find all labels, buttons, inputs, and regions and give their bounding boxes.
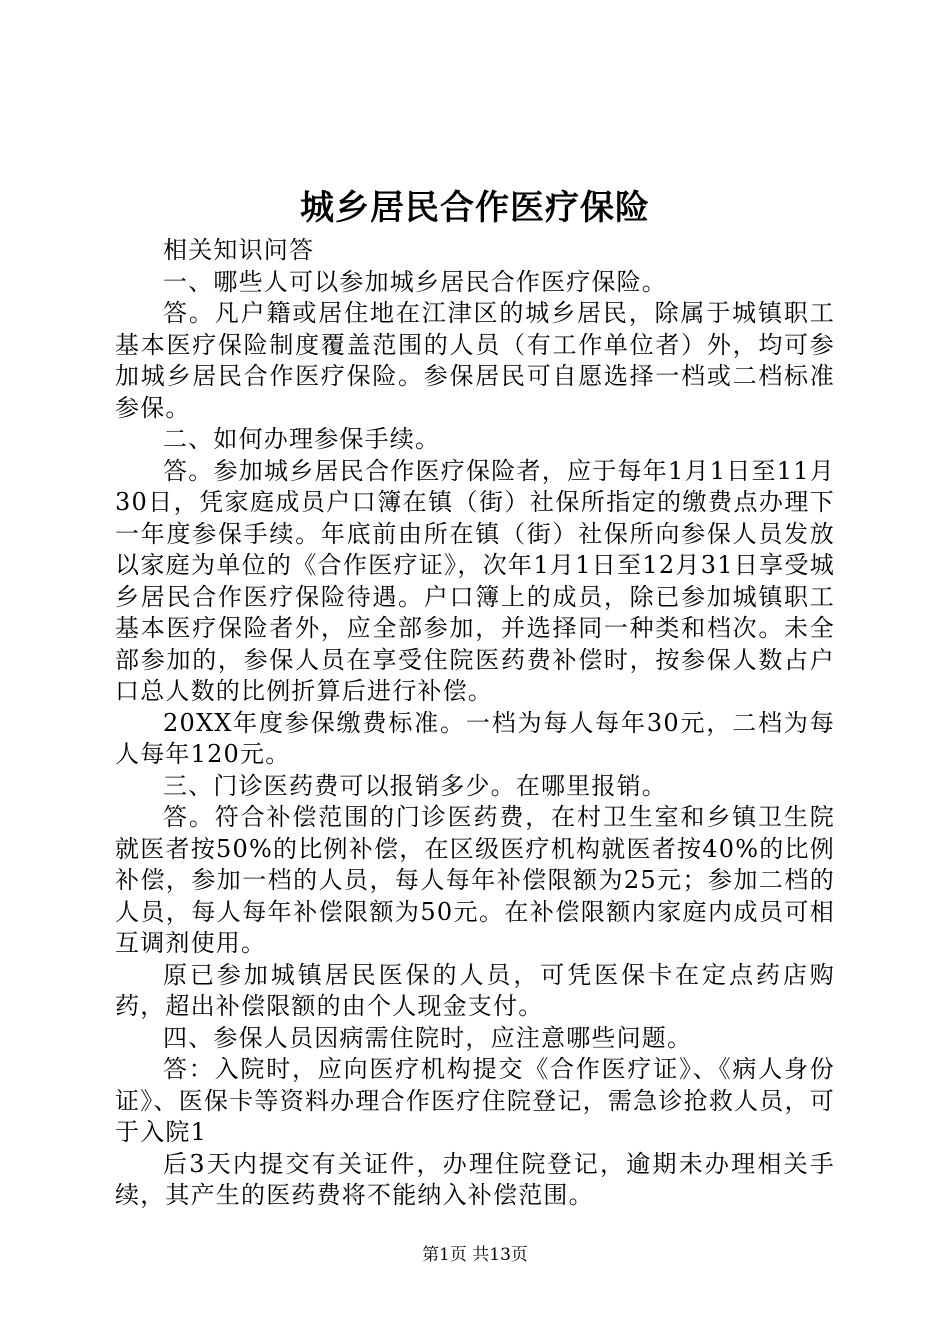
paragraph-question-4: 四、参保人员因病需住院时，应注意哪些问题。 [163, 1023, 693, 1052]
page-indicator: 第1页 共13页 [422, 1245, 528, 1265]
document-title: 城乡居民合作医疗保险 [300, 188, 650, 228]
paragraph-answer-1: 答。凡户籍或居住地在江津区的城乡居民，除属于城镇职工基本医疗保险制度覆盖范围的人员（有工作单位者）外，均可参加城乡居民合作医疗保险。参保居民可自愿选择一档或二档标准参保。 [115, 299, 835, 422]
paragraph-answer-2: 答。参加城乡居民合作医疗保险者，应于每年1月1日至11月30日，凭家庭成员户口簿在镇（街）社保所指定的缴费点办理下一年度参保手续。年底前由所在镇（街）社保所向参保人员发放以家庭为单位的《合作医疗证》，次年1月1日至12月31日享受城乡居民合作医疗保险待遇。户口簿上的成员，除已参加城镇职工基本医疗保险者外，应全部参加，并选择同一种类和档次。未全部参加的，参保人员在享受住院医药费补偿时，按参保人数占户口总人数的比例折算后进行补偿。 [115, 456, 835, 705]
paragraph-section-intro: 相关知识问答 [163, 236, 315, 264]
paragraph-question-1: 一、哪些人可以参加城乡居民合作医疗保险。 [163, 267, 667, 296]
paragraph-answer-3: 答。符合补偿范围的门诊医药费，在村卫生室和乡镇卫生院就医者按50%的比例补偿，在区级医疗机构就医者按40%的比例补偿，参加一档的人员，每人每年补偿限额为25元；参加二档的人员，每人每年补偿限额为50元。在补偿限额内家庭内成员可相互调剂使用。 [115, 803, 835, 957]
paragraph-answer-4: 答：入院时，应向医疗机构提交《合作医疗证》、《病人身份证》、医保卡等资料办理合作医疗住院登记，需急诊抢救人员，可于入院1 [115, 1055, 835, 1146]
paragraph-question-3: 三、门诊医药费可以报销多少。在哪里报销。 [163, 771, 667, 800]
paragraph-fee-standard: 20XX年度参保缴费标准。一档为每人每年30元，二档为每人每年120元。 [115, 708, 835, 768]
document-body [115, 235, 835, 1212]
paragraph-answer-4-cont: 后3天内提交有关证件，办理住院登记，逾期未办理相关手续，其产生的医药费将不能纳入补偿范围。 [115, 1149, 835, 1209]
paragraph-question-2: 二、如何办理参保手续。 [163, 425, 441, 453]
paragraph-answer-3-note: 原已参加城镇居民医保的人员，可凭医保卡在定点药店购药，超出补偿限额的由个人现金支付。 [115, 960, 835, 1020]
